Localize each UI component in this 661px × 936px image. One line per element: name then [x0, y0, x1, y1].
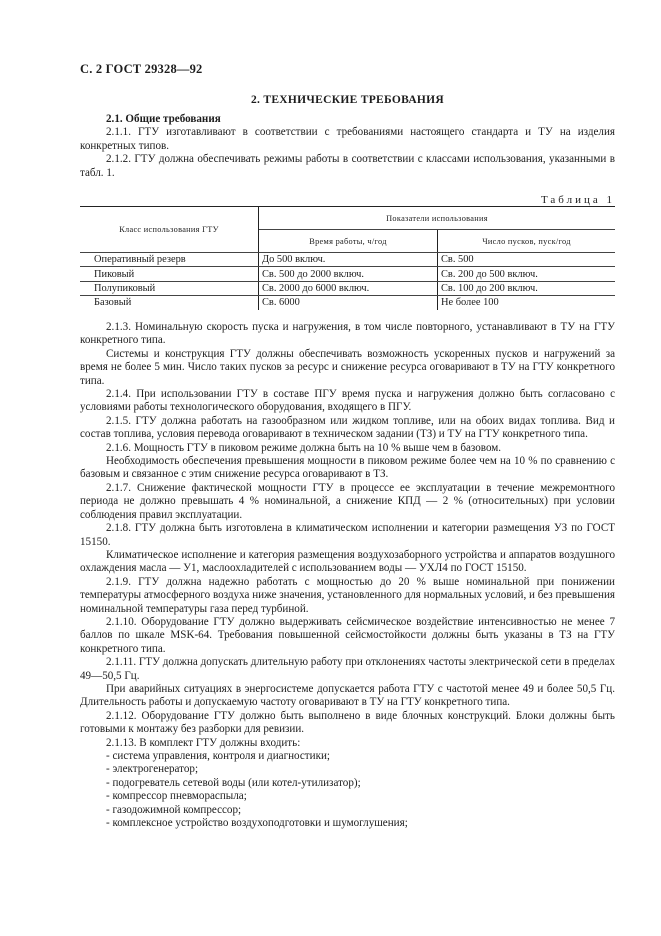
- table-row: [80, 281, 615, 295]
- table-cell: Базовый: [80, 296, 259, 310]
- list-item: - компрессор пневмораспыла;: [106, 790, 247, 803]
- paragraph: 2.1.10. Оборудование ГТУ должно выдерживать сейсмическое воздействие интенсивностью не менее 7 баллов по шкале MSK-64. Требования повышенной сейсмостойкости должны быть указаны в ТЗ на ГТУ конкретного типа.: [80, 615, 615, 655]
- paragraph: 2.1.8. ГТУ должна быть изготовлена в климатическом исполнении и категории размещения УЗ по ГОСТ 15150.: [80, 522, 615, 548]
- table-cell: До 500 включ.: [259, 253, 438, 267]
- paragraph: 2.1.3. Номинальную скорость пуска и нагружения, в том числе повторного, устанавливают в ТУ на ГТУ конкретного типа.: [80, 321, 615, 347]
- col-group-header: Показатели использования: [259, 207, 616, 230]
- intro-text: [80, 113, 615, 180]
- list-item: - подогреватель сетевой воды (или котел-утилизатор);: [106, 776, 361, 789]
- paragraph: 2.1.5. ГТУ должна работать на газообразном или жидком топливе, или на обоих видах топлива. Вид и состав топлива, условия перевода оговаривают в техническом задании (ТЗ) и ТУ на ГТУ конкретного типа.: [80, 414, 615, 441]
- table-cell: Св. 500 до 2000 включ.: [259, 267, 438, 281]
- table-caption: Таблица 1: [540, 194, 615, 206]
- col-header-time: Время работы, ч/год: [259, 230, 438, 253]
- paragraph: 2.1.1. ГТУ изготавливают в соответствии с требованиями настоящего стандарта и ТУ на изделия конкретных типов.: [80, 126, 615, 152]
- list-item: - система управления, контроля и диагностики;: [106, 750, 330, 762]
- list-item: - комплексное устройство воздухоподготовки и шумоглушения;: [106, 817, 408, 830]
- page-header: С. 2 ГОСТ 29328—92: [80, 62, 203, 76]
- table-cell: Св. 100 до 200 включ.: [438, 281, 616, 295]
- paragraph: 2.1.4. При использовании ГТУ в составе ПГУ время пуска и нагружения должно быть согласовано с условиями работы технологического оборудования, входящего в ПГУ.: [80, 388, 615, 414]
- paragraph: 2.1.7. Снижение фактической мощности ГТУ в процессе ее эксплуатации в течение межремонтного периода не должно превышать 4 % номинальной, а снижение КПД — 2 % (относительных) при условии соблюдения правил эксплуатации.: [80, 481, 615, 521]
- paragraph: Необходимость обеспечения превышения мощности в пиковом режиме более чем на 10 % по сравнению с базовым и связанное с этим снижение ресурса оговаривают в ТЗ.: [80, 455, 615, 481]
- table-row: [80, 296, 615, 310]
- table-cell: Оперативный резерв: [80, 253, 259, 267]
- body-text: [80, 321, 615, 830]
- table-cell: Св. 200 до 500 включ.: [438, 267, 616, 281]
- table-cell: Св. 6000: [259, 296, 438, 310]
- paragraph: 2.1.11. ГТУ должна допускать длительную работу при отклонениях частоты электрической сети в пределах 49—50,5 Гц.: [80, 656, 615, 682]
- table-row: [80, 253, 615, 267]
- table-row: [80, 267, 615, 281]
- paragraph: 2.1.9. ГТУ должна надежно работать с мощностью до 20 % выше номинальной при понижении температуры атмосферного воздуха ниже значения, установленного для нормальных условий, и без превышения номинальной температуры газа перед турбиной.: [80, 575, 615, 615]
- paragraph: 2.1.2. ГТУ должна обеспечивать режимы работы в соответствии с классами использования, указанными в табл. 1.: [80, 153, 615, 179]
- paragraph: 2.1.6. Мощность ГТУ в пиковом режиме должна быть на 10 % выше чем в базовом.: [106, 441, 502, 454]
- table-cell: Св. 500: [438, 253, 616, 267]
- paragraph: 2.1.12. Оборудование ГТУ должно быть выполнено в виде блочных конструкций. Блоки должны быть готовыми к монтажу без разборки для ревизии.: [80, 709, 615, 736]
- table-cell: Не более 100: [441, 297, 499, 309]
- subsection-title: 2.1. Общие требования: [106, 113, 221, 125]
- table-cell: Полупиковый: [80, 281, 259, 295]
- paragraph: При аварийных ситуациях в энергосистеме допускается работа ГТУ с частотой менее 49 и более 50,5 Гц. Длительность работы и допускаемую частоту оговаривают в ТУ на ГТУ конкретного типа.: [80, 682, 615, 709]
- col-header-class: Класс использования ГТУ: [80, 207, 259, 253]
- list-item: - газодожимной компрессор;: [106, 803, 242, 816]
- table-cell: Пиковый: [80, 267, 259, 281]
- table-cell: Св. 2000 до 6000 включ.: [259, 281, 438, 295]
- table-1: [80, 206, 615, 310]
- list-item: - электрогенератор;: [106, 763, 199, 776]
- paragraph: Системы и конструкция ГТУ должны обеспечивать возможность ускоренных пусков и нагружений за время не более 5 мин. Число таких пусков за ресурс и снижение ресурса оговаривают в ТУ на ГТУ конкретного типа.: [80, 347, 615, 387]
- col-header-starts: Число пусков, пуск/год: [438, 230, 616, 253]
- paragraph: Климатическое исполнение и категория размещения воздухозаборного устройства и аппаратов воздушного охлаждения масла — У1, маслоохладителей с использованием воды — УХЛ4 по ГОСТ 15150.: [80, 548, 615, 575]
- section-title: 2. ТЕХНИЧЕСКИЕ ТРЕБОВАНИЯ: [250, 94, 445, 106]
- paragraph: 2.1.13. В комплект ГТУ должны входить:: [106, 736, 301, 749]
